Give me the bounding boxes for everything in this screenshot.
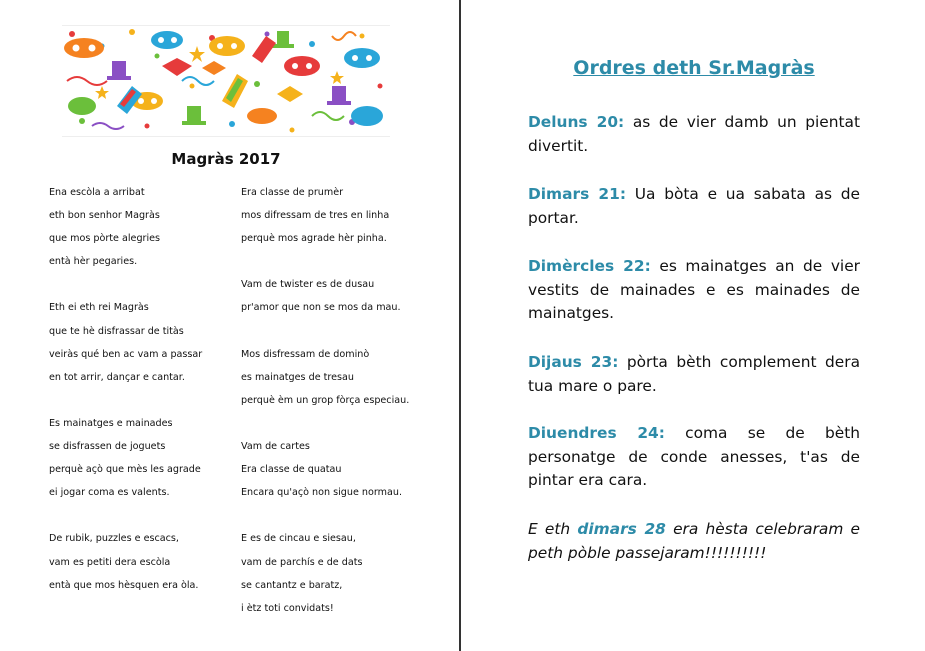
order-text: es mainatges an de vier vestits de mainades e es mainades de mainatges.	[528, 257, 860, 322]
order-text: Ua bòta e ua sabata as de portar.	[528, 185, 861, 227]
poem-line: eth bon senhor Magràs	[49, 210, 160, 222]
order-item	[528, 422, 860, 493]
orders-title: Ordres deth Sr.Magràs	[573, 57, 815, 79]
poem-line: Era classe de prumèr	[241, 187, 344, 198]
poem-line: entà hèr pegaries.	[49, 256, 138, 268]
order-day: Dijaus 23:	[528, 353, 619, 371]
poem-line: se cantantz e baratz,	[241, 579, 343, 591]
order-item	[528, 183, 860, 230]
poem-line: E es de cincau e siesau,	[241, 533, 356, 545]
poem-line	[49, 504, 239, 527]
poem-line: perquè èm un grop fòrça especiau.	[241, 394, 410, 406]
poem-line: se disfrassen de joguets	[49, 441, 166, 453]
poem-line: Vam de twister es de dusau	[241, 279, 375, 291]
poem-line: vam es petiti dera escòla	[49, 556, 171, 568]
order-text: coma se de bèth personatge de conde anesses, t'as de pintar era cara.	[528, 424, 860, 489]
carnival-masks-icon	[62, 26, 390, 136]
poem-line	[49, 389, 239, 412]
order-item	[528, 255, 860, 326]
poem-line: De rubik, puzzles e escacs,	[49, 533, 179, 545]
order-item	[528, 351, 860, 398]
poem-line: veiràs qué ben ac vam a passar	[49, 348, 203, 360]
poem-line: Era classe de quatau	[241, 464, 342, 476]
poem-line: Ena escòla a arribat	[49, 187, 145, 198]
poem-line	[241, 250, 441, 273]
final-post: era hèsta celebraram e peth pòble passejaram!!!!!!!!!!	[528, 520, 860, 562]
poem-line	[241, 504, 441, 527]
poem-line: que mos pòrte alegries	[49, 233, 161, 245]
order-text: pòrta bèth complement dera tua mare o pare.	[528, 353, 860, 395]
final-pre: E eth	[528, 520, 578, 538]
poem-column-left	[49, 181, 239, 597]
poem-column-right	[241, 181, 441, 620]
order-day: Dimars 21:	[528, 185, 627, 203]
poem-line: vam de parchís e de dats	[241, 556, 363, 568]
final-announcement	[528, 518, 860, 565]
carnival-banner-image	[62, 25, 390, 137]
poem-line: Es mainatges e mainades	[49, 417, 173, 429]
poem-line	[49, 273, 239, 296]
order-text: as de vier damb un pientat divertit.	[528, 113, 860, 155]
poem-line	[241, 412, 441, 435]
poem-line: ei jogar coma es valents.	[49, 487, 170, 499]
poem-line	[241, 320, 441, 343]
page-divider	[459, 0, 461, 651]
poem-line: perquè açò que mès les agrade	[49, 464, 201, 476]
poem-line: Vam de cartes	[241, 441, 310, 453]
order-item	[528, 111, 860, 158]
poem-line: Eth ei eth rei Magràs	[49, 302, 149, 314]
poem-line: Mos disfressam de dominò	[241, 348, 370, 360]
poem-line: i ètz toti convidats!	[241, 602, 334, 614]
order-day: Dimèrcles 22:	[528, 257, 651, 275]
poem-line: pr'amor que non se mos da mau.	[241, 302, 401, 314]
poem-line: en tot arrir, dançar e cantar.	[49, 371, 185, 383]
final-highlight: dimars 28	[577, 520, 666, 538]
poem-line: Encara qu'açò non sigue normau.	[241, 487, 402, 499]
poem-line: perquè mos agrade hèr pinha.	[241, 233, 387, 245]
poem-line: que te hè disfrassar de titàs	[49, 325, 184, 337]
poem-title: Magràs 2017	[171, 150, 281, 168]
poem-line: mos difressam de tres en linha	[241, 210, 390, 222]
poem-line: es mainatges de tresau	[241, 371, 354, 383]
order-day: Diuendres 24:	[528, 424, 665, 442]
poem-line: entà que mos hèsquen era òla.	[49, 579, 199, 591]
order-day: Deluns 20:	[528, 113, 625, 131]
